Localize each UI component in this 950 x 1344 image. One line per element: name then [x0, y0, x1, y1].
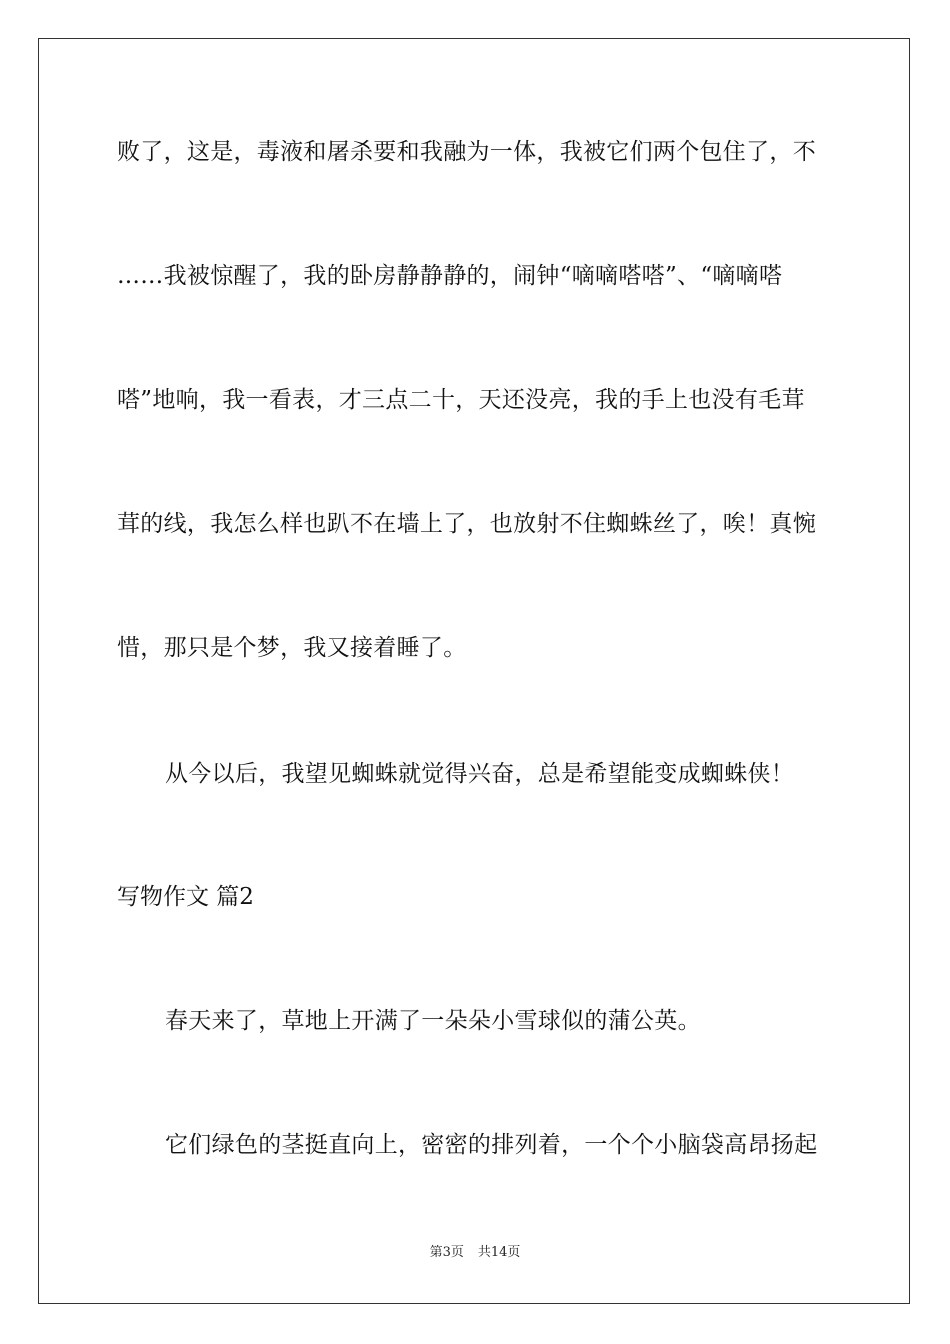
section-paragraph-2: 它们绿色的茎挺直向上，密密的排列着，一个个小脑袋高昂扬起 [165, 1132, 818, 1158]
closing-paragraph: 从今以后，我望见蜘蛛就觉得兴奋，总是希望能变成蜘蛛侠！ [165, 761, 795, 787]
total-pages: 共14页 [477, 1245, 521, 1260]
body-line-2: ……我被惊醒了，我的卧房静静静的，闹钟“嘀嘀嗒嗒”、“嘀嘀嗒 [117, 263, 783, 289]
body-line-3: 嗒”地响，我一看表，才三点二十，天还没亮，我的手上也没有毛茸 [117, 387, 805, 413]
section-heading: 写物作文 篇2 [117, 884, 254, 910]
page-border [38, 38, 910, 1304]
body-line-4: 茸的线，我怎么样也趴不在墙上了，也放射不住蜘蛛丝了，唉！真惋 [117, 511, 816, 537]
section-paragraph-1: 春天来了，草地上开满了一朵朵小雪球似的蒲公英。 [165, 1008, 701, 1034]
page-footer [0, 1244, 950, 1262]
body-line-5: 惜，那只是个梦，我又接着睡了。 [117, 635, 467, 661]
body-line-1: 败了，这是，毒液和屠杀要和我融为一体，我被它们两个包住了，不 [117, 139, 816, 165]
page-number: 第3页 [429, 1245, 464, 1260]
